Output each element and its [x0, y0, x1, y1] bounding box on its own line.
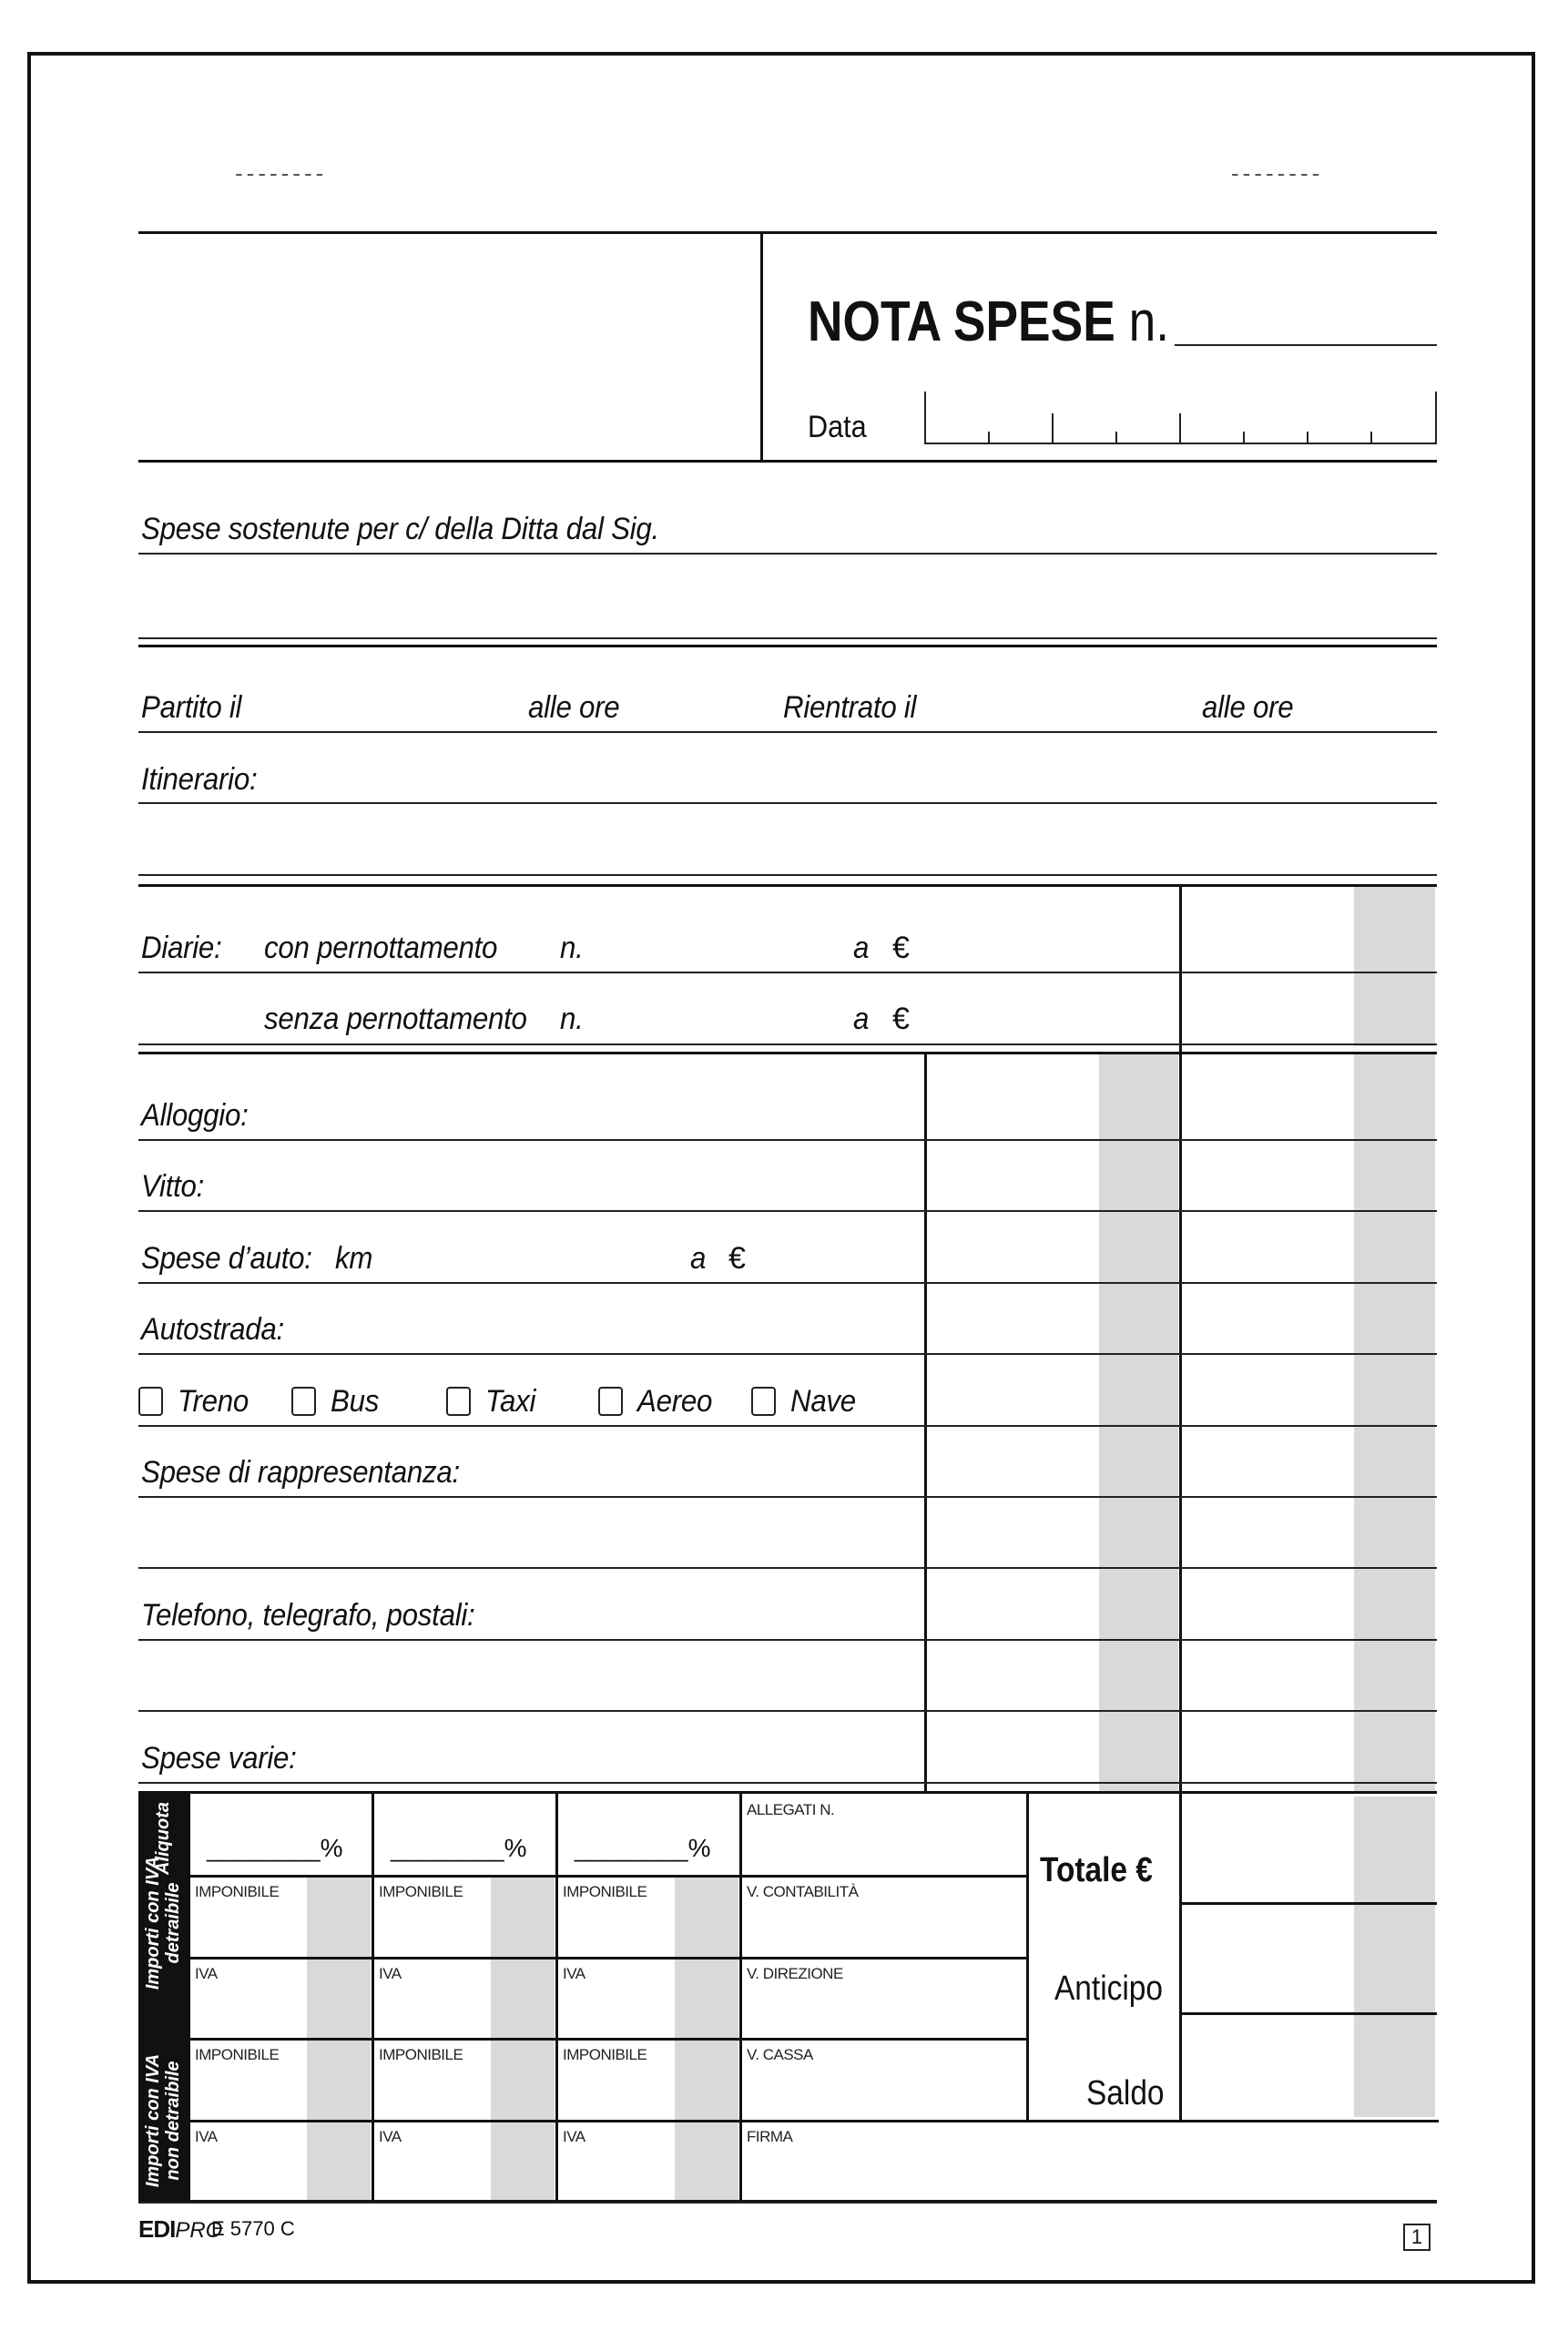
- vat-hline-4: [188, 2120, 1439, 2122]
- v-contabilita-label: V. CONTABILITÀ: [747, 1883, 859, 1900]
- title-suffix: n.: [1128, 290, 1170, 353]
- aereo-checkbox[interactable]: [598, 1387, 623, 1416]
- vat-vline-3: [555, 1794, 558, 2202]
- totale-label: [1040, 1851, 1153, 1890]
- taxi-label: Taxi: [485, 1384, 536, 1419]
- imponibile-2b: IMPONIBILE: [379, 2046, 463, 2063]
- vitto-line[interactable]: [138, 1210, 1437, 1212]
- detraibile-label-2: detraibile: [163, 1882, 183, 1964]
- firma-label: FIRMA: [747, 2128, 793, 2145]
- imponibile-2a: IMPONIBILE: [379, 1883, 463, 1900]
- vat-vline-4: [739, 1794, 742, 2202]
- totals-gray-col: [1354, 1797, 1435, 2117]
- senza-pernottamento-label: senza pernottamento: [264, 1002, 527, 1036]
- alle-ore-label-2: alle ore: [1202, 690, 1294, 725]
- aliquota-3[interactable]: ________%: [575, 1834, 711, 1862]
- bus-label: Bus: [331, 1384, 380, 1419]
- v-direzione-label: V. DIREZIONE: [747, 1965, 843, 1982]
- brand-italic: PRO: [175, 2218, 223, 2243]
- treno-label: Treno: [178, 1384, 249, 1419]
- a-label-2: a: [853, 1002, 870, 1036]
- totale-text: Totale €: [1040, 1851, 1153, 1889]
- form-code: E 5770 C: [211, 2217, 295, 2240]
- spese-auto-label: Spese d’auto:: [141, 1241, 312, 1276]
- rientrato-il-label: Rientrato il: [783, 690, 917, 725]
- anticipo-label: Anticipo: [1054, 1970, 1163, 2008]
- spese-sostenute-label: Spese sostenute per c/ della Ditta dal Sig.: [141, 512, 659, 546]
- alle-ore-label-1: alle ore: [528, 690, 620, 725]
- telefono-line-2[interactable]: [138, 1710, 1437, 1712]
- brand-bold: EDI: [138, 2215, 176, 2243]
- brand-logo: [138, 2215, 222, 2244]
- alloggio-label: Alloggio:: [141, 1098, 249, 1133]
- diarie-col-divider: [1179, 884, 1182, 1795]
- iva-1b: IVA: [195, 2128, 218, 2145]
- vat-vline-2: [372, 1794, 374, 2202]
- transport-line[interactable]: [138, 1425, 1437, 1427]
- detraibile-label: [143, 1856, 183, 1990]
- treno-checkbox[interactable]: [138, 1387, 163, 1416]
- bus-checkbox[interactable]: [291, 1387, 316, 1416]
- section-divider-3: [138, 1052, 1437, 1054]
- diarie-label: Diarie:: [141, 931, 222, 965]
- vat-hline-2: [188, 1957, 1027, 1959]
- taxi-checkbox[interactable]: [446, 1387, 471, 1416]
- con-pernottamento-label: con pernottamento: [264, 931, 498, 965]
- iva-1a: IVA: [195, 1965, 218, 1982]
- date-field[interactable]: [924, 392, 1437, 444]
- nave-label: Nave: [790, 1384, 856, 1419]
- aliquota-1[interactable]: ________%: [207, 1834, 343, 1862]
- expense-gray-col-2: [1354, 1054, 1435, 1791]
- n-label-2: n.: [560, 1002, 584, 1036]
- euro-label-3: €: [728, 1241, 746, 1276]
- allegati-label: ALLEGATI N.: [747, 1801, 835, 1818]
- diarie-gray-col: [1354, 887, 1435, 1046]
- euro-label-2: €: [892, 1002, 910, 1036]
- totals-col-divider: [1179, 1794, 1182, 2120]
- itinerario-line-2[interactable]: [138, 874, 1437, 876]
- aliquota-label: Aliquota: [153, 1802, 173, 1875]
- non-detraibile-label-1: Importi con IVA: [143, 2053, 163, 2188]
- spese-varie-label: Spese varie:: [141, 1741, 297, 1776]
- partito-il-label: Partito il: [141, 690, 242, 725]
- imponibile-3a: IMPONIBILE: [563, 1883, 647, 1900]
- n-label-1: n.: [560, 931, 584, 965]
- spese-sostenute-line[interactable]: [138, 553, 1437, 555]
- non-detraibile-label: [143, 2044, 183, 2197]
- header-divider: [760, 231, 763, 463]
- spese-sostenute-line-2[interactable]: [138, 637, 1437, 639]
- expense-col-divider: [924, 1052, 927, 1794]
- vat-table: [138, 1794, 1026, 2202]
- alloggio-line[interactable]: [138, 1139, 1437, 1141]
- section-divider-2: [138, 884, 1437, 887]
- header-top-line: [138, 231, 1437, 234]
- rappresentanza-label: Spese di rappresentanza:: [141, 1455, 460, 1490]
- a-label-1: a: [853, 931, 870, 965]
- euro-label-1: €: [892, 931, 910, 965]
- a-label-3: a: [690, 1241, 707, 1276]
- dash-right: --------: [1231, 159, 1324, 187]
- v-cassa-label: V. CASSA: [747, 2046, 813, 2063]
- footer-line: [138, 2202, 1437, 2204]
- date-label: Data: [808, 410, 867, 444]
- telefono-line[interactable]: [138, 1639, 1437, 1641]
- aliquota-2[interactable]: ________%: [391, 1834, 527, 1862]
- partito-line[interactable]: [138, 731, 1437, 733]
- iva-3a: IVA: [563, 1965, 585, 1982]
- totals-line-1: [1179, 1902, 1437, 1905]
- spese-varie-line[interactable]: [138, 1782, 1437, 1784]
- dash-left: --------: [235, 159, 328, 187]
- rappresentanza-line-2[interactable]: [138, 1567, 1437, 1569]
- section-divider-1: [138, 645, 1437, 647]
- diarie-line-1[interactable]: [138, 972, 1437, 973]
- iva-2b: IVA: [379, 2128, 402, 2145]
- page-number: 1: [1403, 2224, 1431, 2251]
- title-text: NOTA SPESE: [808, 290, 1115, 353]
- itinerario-line[interactable]: [138, 802, 1437, 804]
- aereo-label: Aereo: [637, 1384, 713, 1419]
- vat-hline-1: [188, 1875, 1027, 1878]
- vat-hline-3: [188, 2038, 1027, 2041]
- non-detraibile-label-2: non detraibile: [163, 2061, 183, 2181]
- header-bottom-line: [138, 460, 1437, 463]
- autostrada-line[interactable]: [138, 1353, 1437, 1355]
- expense-gray-col-1: [1099, 1054, 1178, 1791]
- vitto-label: Vitto:: [141, 1169, 205, 1204]
- autostrada-label: Autostrada:: [141, 1312, 284, 1347]
- km-label: km: [335, 1241, 373, 1276]
- nave-checkbox[interactable]: [751, 1387, 776, 1416]
- rappresentanza-line[interactable]: [138, 1496, 1437, 1498]
- imponibile-3b: IMPONIBILE: [563, 2046, 647, 2063]
- totals-line-2: [1179, 2012, 1437, 2015]
- vat-vline-1: [188, 1794, 190, 2202]
- imponibile-1b: IMPONIBILE: [195, 2046, 280, 2063]
- itinerario-label: Itinerario:: [141, 762, 258, 797]
- iva-2a: IVA: [379, 1965, 402, 1982]
- page-title: [808, 290, 1169, 354]
- telefono-label: Telefono, telegrafo, postali:: [141, 1598, 475, 1633]
- nota-number-field[interactable]: [1175, 344, 1437, 346]
- spese-auto-line[interactable]: [138, 1282, 1437, 1284]
- diarie-line-2[interactable]: [138, 1043, 1437, 1045]
- saldo-label: Saldo: [1086, 2074, 1165, 2112]
- iva-3b: IVA: [563, 2128, 585, 2145]
- detraibile-label-1: Importi con IVA: [143, 1856, 163, 1990]
- imponibile-1a: IMPONIBILE: [195, 1883, 280, 1900]
